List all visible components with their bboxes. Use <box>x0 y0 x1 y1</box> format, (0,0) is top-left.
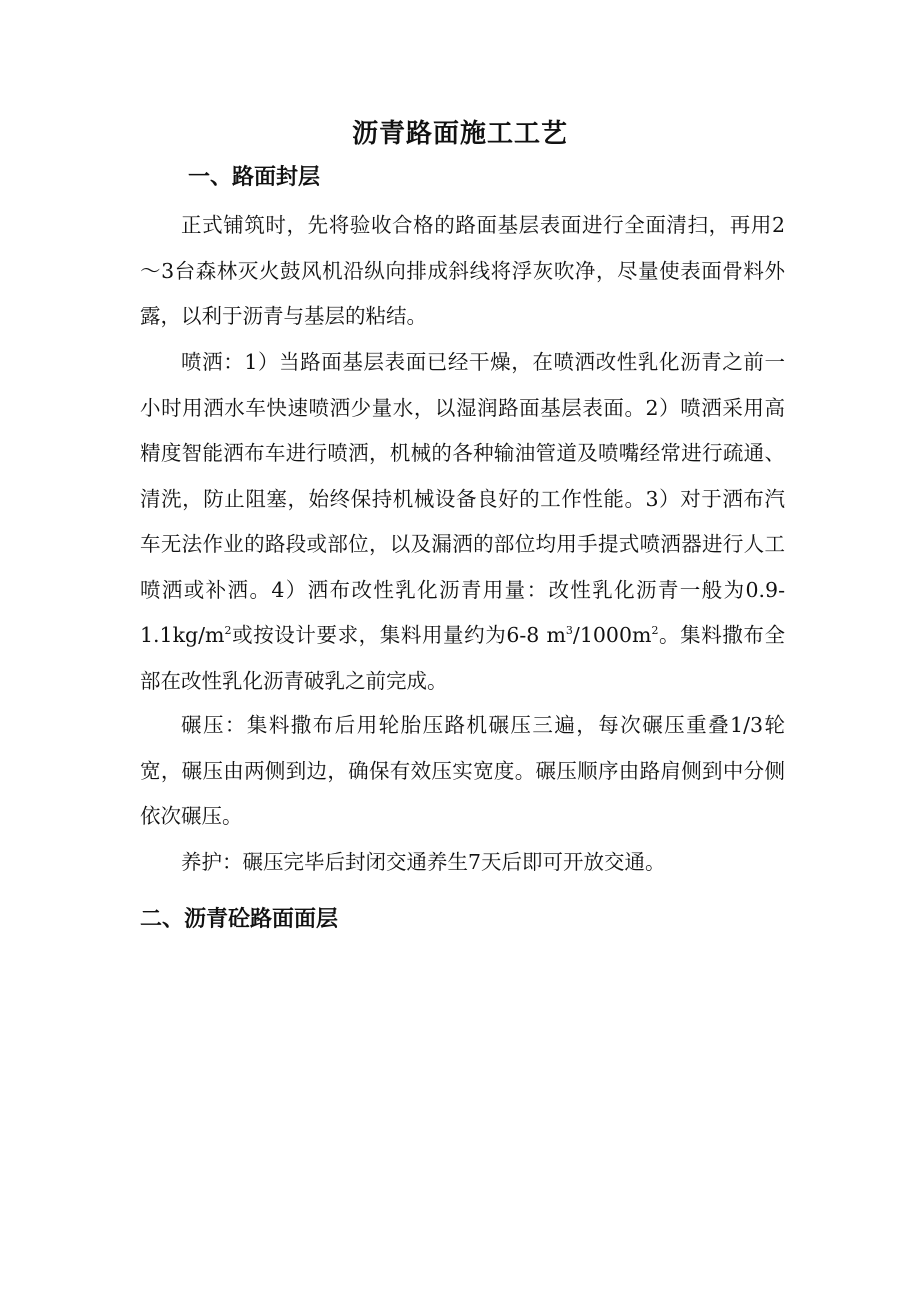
spraying-text-d: 。集料撒布全部在改性乳化沥青破乳之前完成。 <box>140 623 786 693</box>
paragraph-spraying <box>140 340 785 704</box>
spraying-text-a: 喷洒：1）当路面基层表面已经干燥，在喷洒改性乳化沥青之前一小时用洒水车快速喷洒少量水，以湿润路面基层表面。2）喷洒采用高精度智能洒布车进行喷洒，机械的各种输油管道及喷嘴经常进行疏通、清洗，防止阻塞，始终保持机械设备良好的工作性能。3）对于洒布汽车无法作业的路段或部位，以及漏洒的部位均用手提式喷洒器进行人工喷洒或补洒。4）洒布改性乳化沥青用量：改性乳化沥青一般为0.9-1.1kg/m <box>140 350 785 647</box>
superscript-cube: 3 <box>565 624 573 637</box>
document-title: 沥青路面施工工艺 <box>351 119 568 149</box>
superscript-square-1: 2 <box>224 624 232 637</box>
section-heading-2: 二、沥青砼路面面层 <box>140 907 339 932</box>
superscript-square-2: 2 <box>651 624 659 637</box>
paragraph-cleaning: 正式铺筑时，先将验收合格的路面基层表面进行全面清扫，再用2～3台森林灭火鼓风机沿纵向排成斜线将浮灰吹净，尽量使表面骨料外露，以利于沥青与基层的粘结。 <box>140 213 785 328</box>
section-heading-1: 一、路面封层 <box>188 165 321 190</box>
spraying-text-c: /1000m <box>572 623 652 647</box>
paragraph-curing: 养护：碾压完毕后封闭交通养生7天后即可开放交通。 <box>181 850 666 874</box>
spraying-text-b: 或按设计要求，集料用量约为6-8 m <box>231 623 566 647</box>
paragraph-rolling: 碾压：集料撒布后用轮胎压路机碾压三遍，每次碾压重叠1/3轮宽，碾压由两侧到边，确保有效压实宽度。碾压顺序由路肩侧到中分侧依次碾压。 <box>140 713 785 828</box>
